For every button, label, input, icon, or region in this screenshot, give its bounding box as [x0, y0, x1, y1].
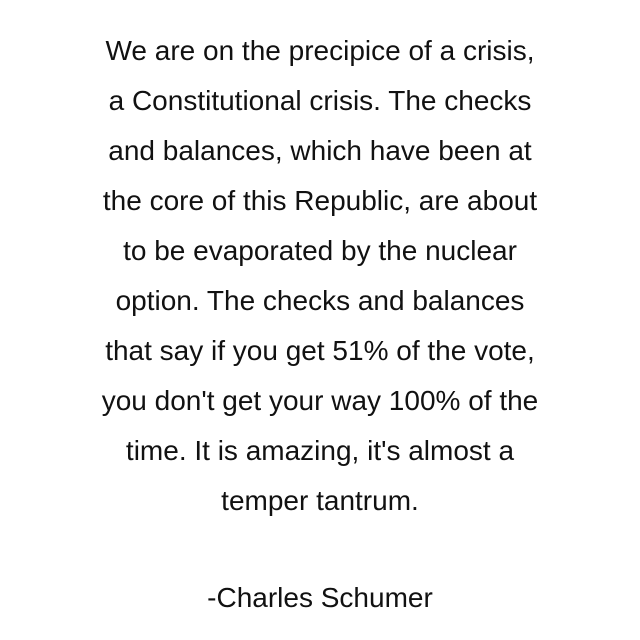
- quote-line: and balances, which have been at: [108, 135, 532, 166]
- quote-line: the core of this Republic, are about: [102, 185, 538, 216]
- quote-line: temper tantrum.: [221, 485, 419, 516]
- quote-line: a Constitutional crisis. The checks: [108, 85, 532, 116]
- quote-text: [0, 26, 640, 526]
- quote-line: that say if you get 51% of the vote,: [105, 335, 535, 366]
- quote-line: We are on the precipice of a crisis,: [105, 35, 535, 66]
- quote-line: you don't get your way 100% of the: [101, 385, 539, 416]
- quote-attribution: -Charles Schumer: [207, 582, 433, 613]
- quote-line: option. The checks and balances: [115, 285, 525, 316]
- quote-line: time. It is amazing, it's almost a: [125, 435, 515, 466]
- quote-line: to be evaporated by the nuclear: [123, 235, 517, 266]
